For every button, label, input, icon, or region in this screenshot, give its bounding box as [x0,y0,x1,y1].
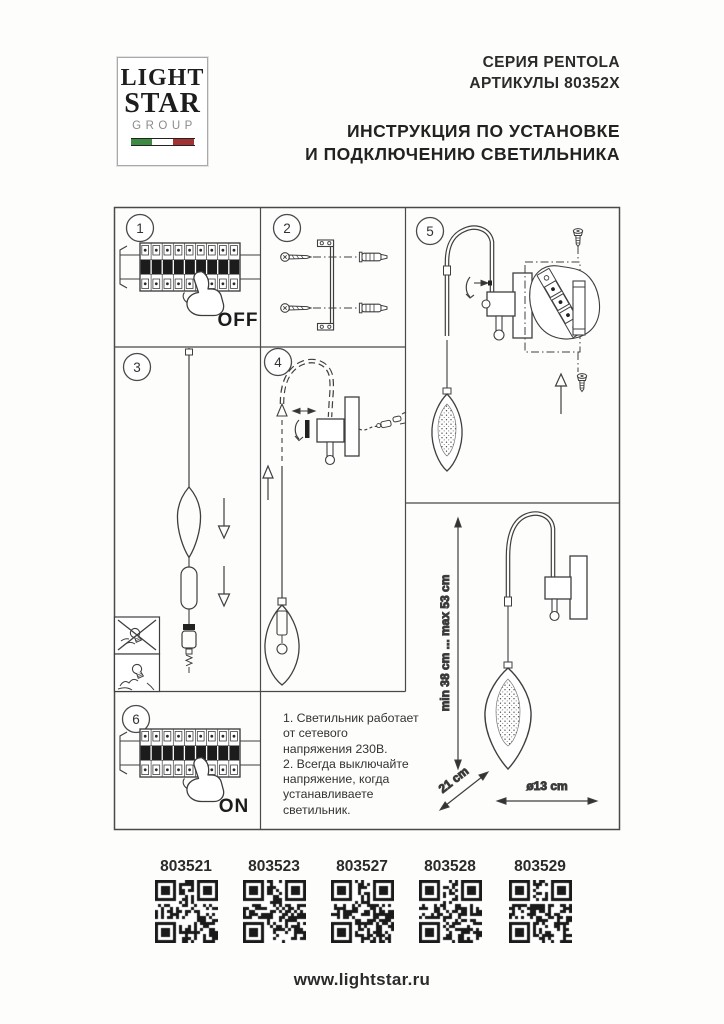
down-arrow-icon [219,566,230,606]
wire-connector [376,420,391,429]
circuit-breaker-icon [120,729,260,777]
bulb-icon [277,644,287,654]
logo-word-light: LIGHT [120,65,205,91]
article-number: 803529 [514,858,566,875]
title-line-2: И ПОДКЛЮЧЕНИЮ СВЕТИЛЬНИКА [305,144,620,164]
wall-plate [345,397,359,456]
depth-label: 21 cm [435,763,472,796]
logo-word-star: STAR [124,88,201,119]
note-line: от сетевого [283,726,348,741]
panel-2-hardware [281,240,387,330]
logo-word-group: GROUP [132,120,197,132]
arm-housing [545,577,571,599]
article-item [232,858,316,948]
article-item [498,858,582,948]
bulb-warning-no-touch [115,617,160,654]
arm-housing [487,292,515,316]
series-title: СЕРИЯ PENTOLA [482,54,620,71]
articles-title: АРТИКУЛЫ 80352X [469,75,620,92]
panel-1-breaker-off [120,243,260,331]
panel-3-shade-assembly [115,348,230,692]
qr-code [155,880,218,943]
panel-5-wiring [432,228,600,471]
qr-code [331,880,394,943]
step-2-number: 2 [283,221,291,236]
note-line: напряжение, когда [283,772,390,787]
height-range-label: min 38 cm ... max 53 cm [438,574,452,712]
diameter-label: ø13 cm [526,779,568,793]
wall-plate [513,273,532,338]
step-3-number: 3 [133,360,141,375]
screw-icon [573,229,582,247]
panel-6-breaker-on [120,729,260,817]
article-item [144,858,228,948]
screw-icon [281,253,311,262]
lamp-socket [277,611,287,635]
article-number: 803527 [336,858,388,875]
panel-4-mounting [263,361,406,685]
circuit-breaker-icon [120,243,260,291]
article-item [408,858,492,948]
note-line: напряжения 230В. [283,741,388,756]
diameter-dimension [497,798,597,804]
down-arrow-icon [219,498,230,538]
rotate-arrow-icon [295,420,303,441]
mounting-bracket [573,281,585,335]
left-right-arrow-icon [293,408,315,413]
step-1-number: 1 [136,221,144,236]
article-item [320,858,404,948]
screw-icon [281,304,311,313]
glass-shade [265,605,299,685]
lamp-socket [182,631,196,648]
note-line: 2. Всегда выключайте [283,756,409,771]
dimension-drawing [436,514,597,813]
step-5-number: 5 [426,224,434,239]
article-number: 803523 [248,858,300,875]
up-arrow-icon [263,466,273,500]
height-dimension [455,518,461,769]
wall-plate [570,556,587,619]
inner-diffuser [181,567,197,609]
wall-anchor-icon [359,303,387,313]
breaker-on-label: ON [218,796,250,817]
arm-housing [317,419,344,442]
step-badges [123,215,444,733]
bulb-use-cloth [115,654,160,692]
website-url: www.lightstar.ru [293,970,431,989]
article-number: 803528 [424,858,476,875]
qr-code [243,880,306,943]
up-arrow-icon [556,374,567,414]
glass-shade [177,487,200,558]
screw-icon [577,374,586,392]
power-wires [359,426,379,430]
note-line: 1. Светильник работает [283,711,419,725]
note-line: устанавливаете светильник. [283,787,374,817]
bulb-icon [186,655,192,666]
qr-code [509,880,572,943]
title-line-1: ИНСТРУКЦИЯ ПО УСТАНОВКЕ [346,121,620,141]
article-number: 803521 [160,858,212,875]
qr-code [419,880,482,943]
safety-notes [283,711,443,818]
step-4-number: 4 [274,355,282,370]
wall-anchor-icon [359,252,387,262]
breaker-off-label: OFF [217,310,259,331]
step-6-number: 6 [132,712,140,727]
